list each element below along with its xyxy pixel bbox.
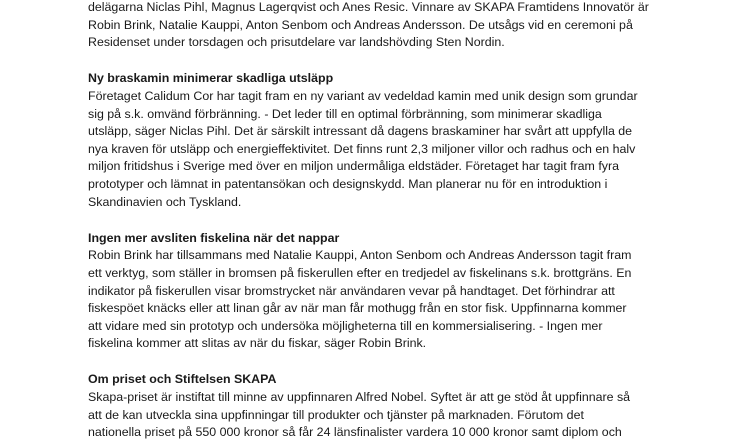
text-line: att de kan utveckla sina uppfinningar till produkter och tjänster på marknaden. Förutom det [88, 407, 584, 422]
section-heading: Om priset och Stiftelsen SKAPA [88, 372, 277, 387]
text-line: att vidare med sin prototyp och undersöka möjligheterna till en kommersialisering. - Ingen mer [88, 318, 603, 333]
text-line: Residenset under torsdagen och prisutdelare var landshövding Sten Nordin. [88, 35, 505, 50]
section-braskamin [88, 70, 688, 211]
text-line: Företaget Calidum Cor har tagit fram en ny variant av vedeldad kamin med unik design som grundar [88, 88, 638, 103]
text-line: Robin Brink har tillsammans med Natalie Kauppi, Anton Senbom och Andreas Andersson tagit fram [88, 248, 632, 263]
section-fiskelina [88, 230, 688, 353]
text-line: fiskelina kommer att slitas av när du fiskar, säger Robin Brink. [88, 336, 427, 351]
paragraph-gap [88, 211, 688, 230]
text-line: Skandinavien och Tyskland. [88, 194, 242, 209]
text-line: delägarna Niclas Pihl, Magnus Lagerqvist och Anes Resic. Vinnare av SKAPA Framtidens Innovatör är [88, 0, 649, 14]
section-heading: Ingen mer avsliten fiskelina när det nappar [88, 230, 340, 245]
document-page [88, 0, 688, 442]
text-line: fiskespöet knäcks eller att linan går av när man får mothugg från en stor fisk. Uppfinnarna kommer [88, 301, 627, 316]
text-line: indikator på fiskerullen visar bromstrycket när användaren vevar på handtaget. Det förhindrar att [88, 283, 615, 298]
section-om-priset [88, 371, 688, 441]
text-line: sig på s.k. omvänd förbränning. - Det leder till en optimal förbränning, som minimerar skadliga [88, 106, 602, 121]
text-line: ett verktyg, som ställer in bromsen på fiskerullen efter en tredjedel av fiskelinans s.k. brottgräns. En [88, 265, 632, 280]
text-line: Skapa-priset är instiftat till minne av uppfinnaren Alfred Nobel. Syftet är att ge stöd åt uppfinnare så [88, 390, 631, 405]
text-line: utsläpp, säger Niclas Pihl. Det är särskilt intressant då dagens braskaminer har svårt att uppfylla de [88, 124, 633, 139]
intro-paragraph [88, 0, 688, 52]
text-line: nya kraven för utsläpp och energieffektivitet. Det finns runt 2,3 miljoner villor och radhus och en halv [88, 141, 636, 156]
section-heading: Ny braskamin minimerar skadliga utsläpp [88, 71, 334, 86]
text-line: miljon fritidshus i Sverige med över en miljon undermåliga eldstäder. Företaget har tagit fram fyra [88, 159, 619, 174]
paragraph-gap [88, 52, 688, 71]
text-line: nationella priset på 550 000 kronor så får 24 länsfinalister vardera 10 000 kronor samt diplom och [88, 425, 622, 440]
paragraph-gap [88, 353, 688, 372]
text-line: prototyper och lämnat in patentansökan och designskydd. Man planerar nu för en introduktion i [88, 176, 608, 191]
text-line: Robin Brink, Natalie Kauppi, Anton Senbom och Andreas Andersson. De utsågs vid en ceremoni på [88, 17, 633, 32]
